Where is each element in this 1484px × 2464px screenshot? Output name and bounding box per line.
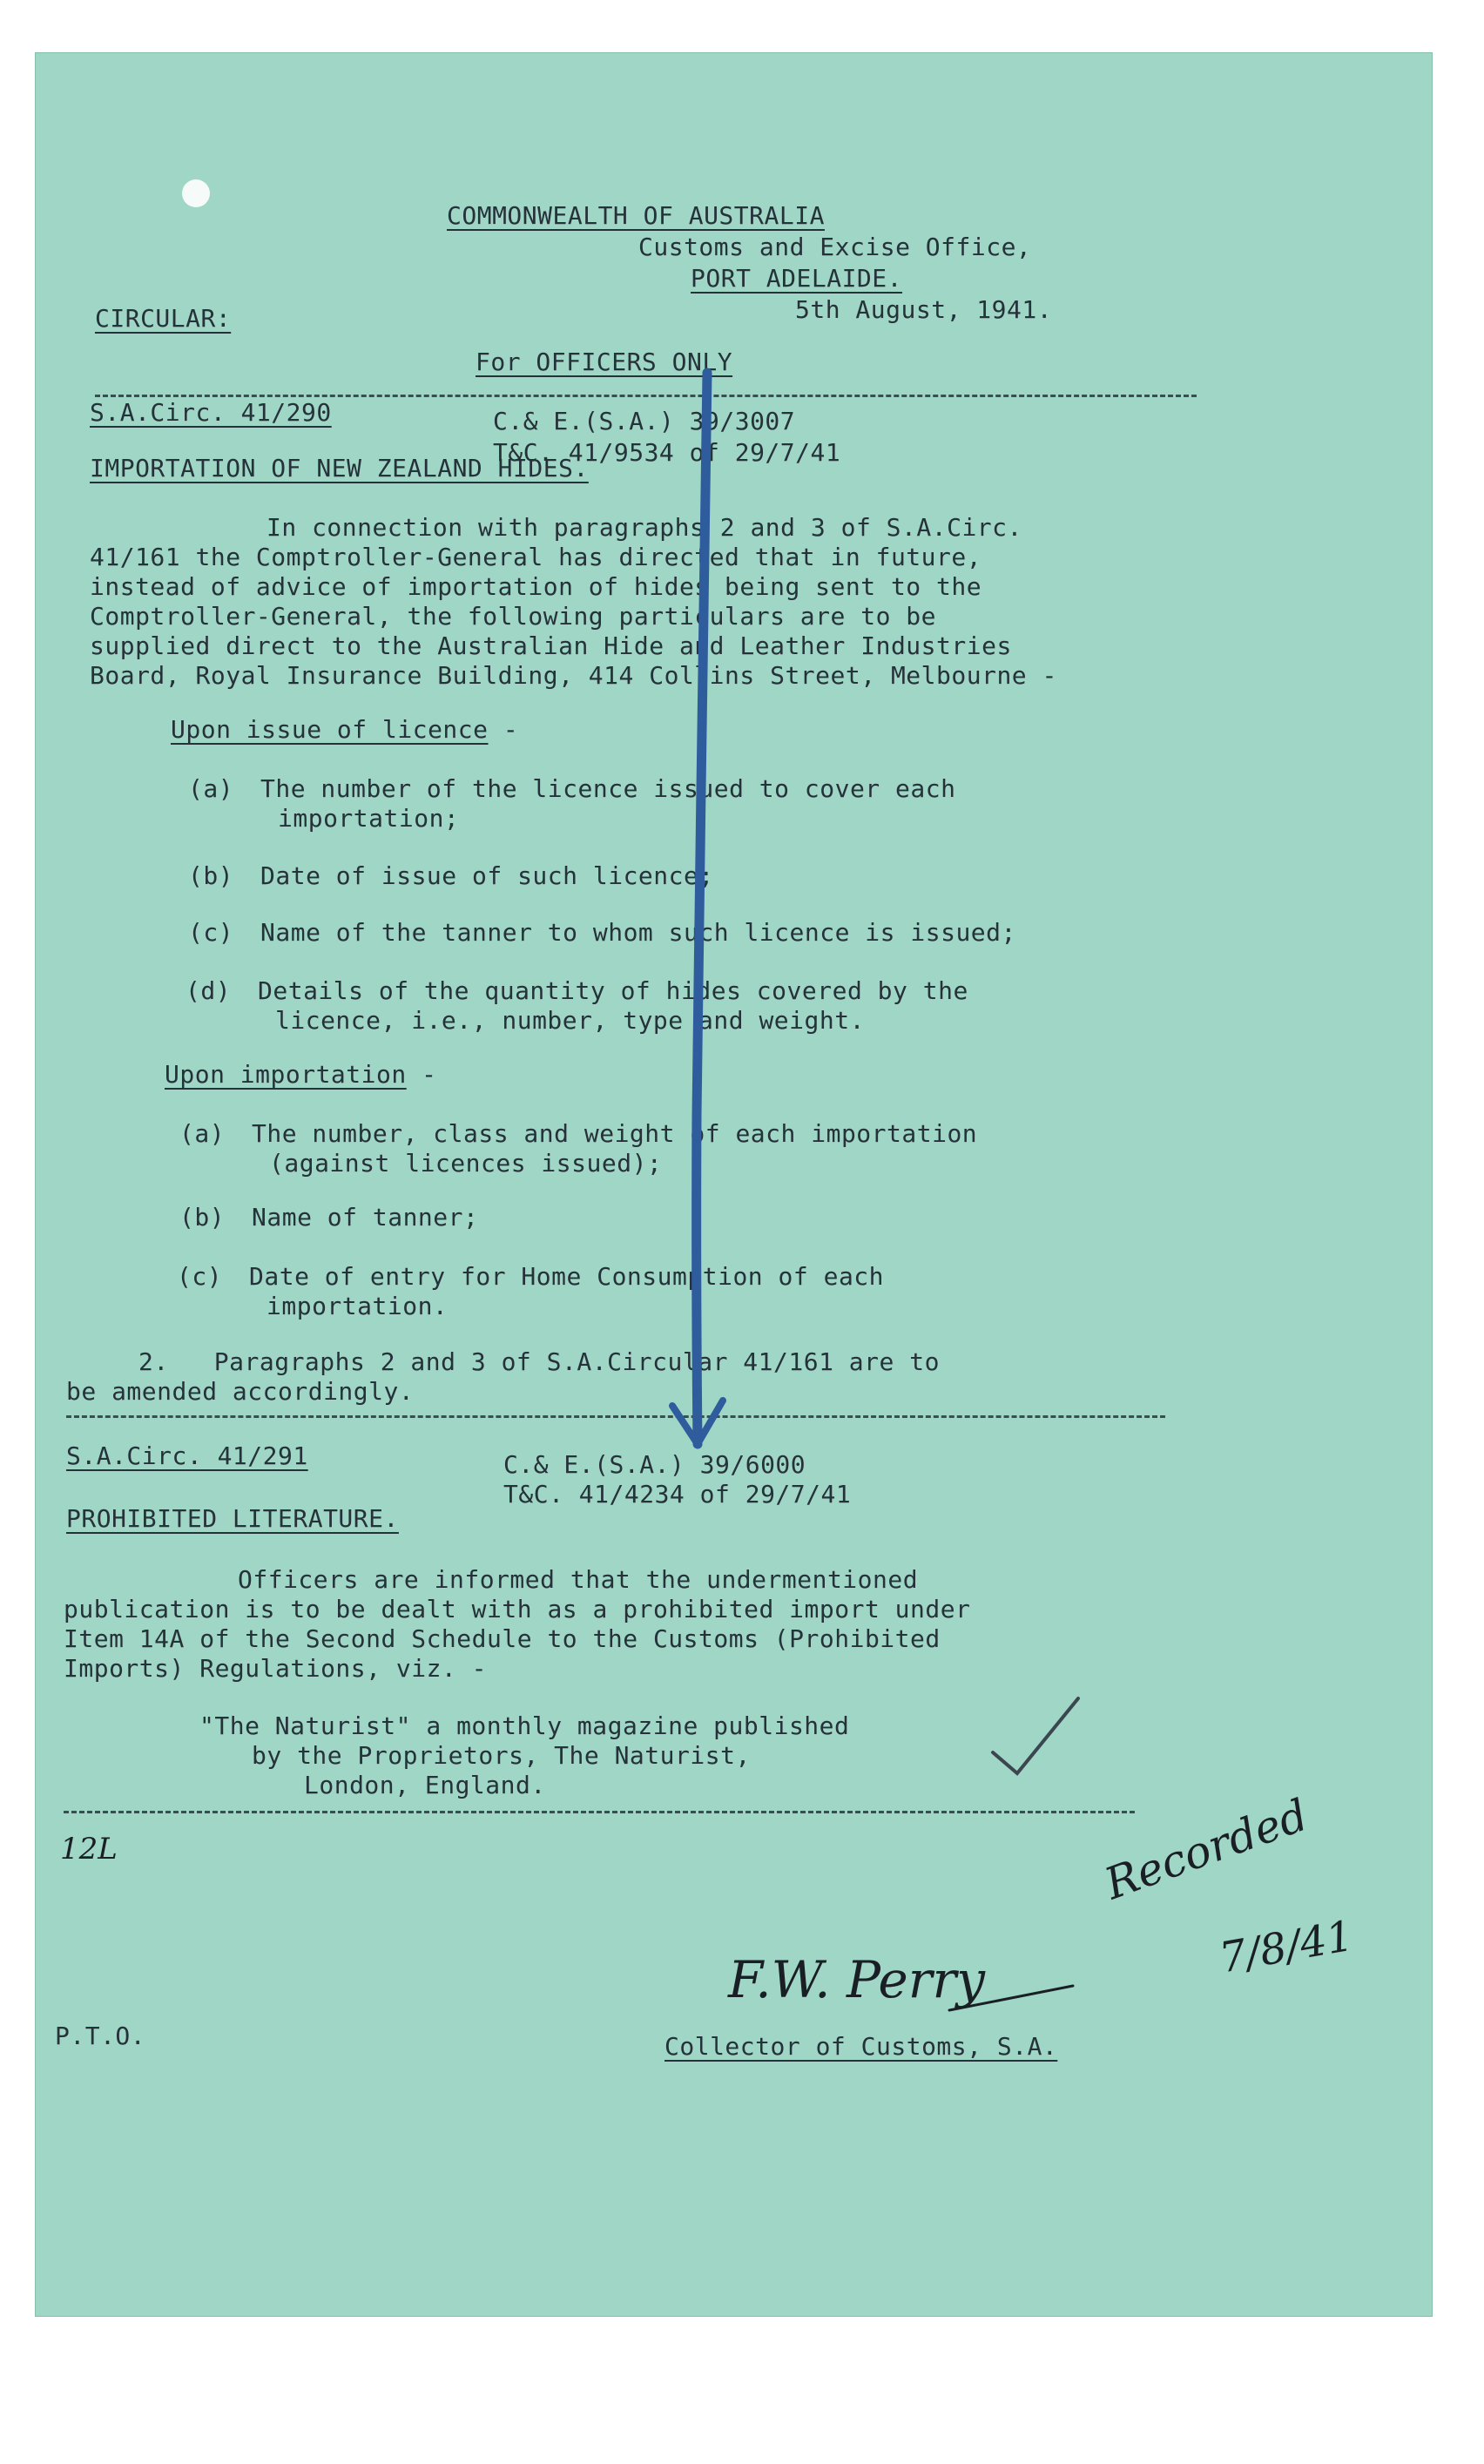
paragraph-line: instead of advice of importation of hides being sent to the <box>90 572 982 601</box>
list-label: (a) <box>188 774 234 803</box>
place-line: PORT ADELAIDE. <box>691 264 903 293</box>
licence-heading: Upon issue of licence - <box>171 715 519 744</box>
list-item-text: (against licences issued); <box>269 1149 663 1178</box>
paragraph-line: Imports) Regulations, viz. - <box>64 1654 488 1683</box>
recorded-annotation: Recorded <box>1098 1789 1315 1910</box>
list-label: (b) <box>179 1203 226 1232</box>
circular-number-2: S.A.Circ. 41/291 <box>66 1441 308 1470</box>
reference-2a: C.& E.(S.A.) 39/6000 <box>503 1450 806 1479</box>
paragraph-line: In connection with paragraphs 2 and 3 of S.A.Circ. <box>266 513 1022 542</box>
org-heading: COMMONWEALTH OF AUSTRALIA <box>447 201 825 230</box>
list-label: (a) <box>179 1119 226 1148</box>
paragraph-line: Comptroller-General, the following particulars are to be <box>90 602 937 631</box>
paragraph-2-line: be amended accordingly. <box>66 1377 415 1406</box>
paragraph-line: supplied direct to the Australian Hide and Leather Industries <box>90 631 1012 660</box>
date-line: 5th August, 1941. <box>795 295 1053 324</box>
office-line: Customs and Excise Office, <box>638 233 1032 261</box>
list-item-text: The number of the licence issued to cover each <box>260 774 956 803</box>
restriction-label: For OFFICERS ONLY <box>476 348 733 376</box>
signatory-title: Collector of Customs, S.A. <box>664 2032 1058 2061</box>
circular-label: CIRCULAR: <box>95 304 232 333</box>
list-label: (b) <box>188 861 234 890</box>
divider-bottom <box>64 1811 1135 1813</box>
pto-label: P.T.O. <box>55 2022 146 2050</box>
quoted-publication: by the Proprietors, The Naturist, <box>252 1741 751 1770</box>
reference-1b: T&C. 41/9534 of 29/7/41 <box>493 438 841 467</box>
list-label: (c) <box>177 1262 223 1291</box>
handwritten-initials: 12L <box>60 1832 118 1867</box>
list-item-text: The number, class and weight of each importation <box>252 1119 978 1148</box>
importation-heading: Upon importation - <box>165 1060 437 1089</box>
divider-middle <box>66 1415 1165 1418</box>
paragraph-line: publication is to be dealt with as a prohibited import under <box>64 1595 971 1624</box>
list-label: (c) <box>188 918 234 947</box>
list-item-text: licence, i.e., number, type and weight. <box>275 1006 865 1035</box>
paragraph-line: Board, Royal Insurance Building, 414 Collins Street, Melbourne - <box>90 661 1057 690</box>
paragraph-line: 41/161 the Comptroller-General has directed that in future, <box>90 543 982 571</box>
list-item-text: Date of issue of such licence; <box>260 861 714 890</box>
reference-1a: C.& E.(S.A.) 39/3007 <box>493 407 796 435</box>
section-title-1: IMPORTATION OF NEW ZEALAND HIDES. <box>90 454 589 483</box>
circular-number-1: S.A.Circ. 41/290 <box>90 398 332 427</box>
reference-2b: T&C. 41/4234 of 29/7/41 <box>503 1480 852 1509</box>
paragraph-line: Item 14A of the Second Schedule to the Customs (Prohibited <box>64 1624 941 1653</box>
quoted-publication: "The Naturist" a monthly magazine published <box>199 1711 850 1740</box>
annotation-date: 7/8/41 <box>1216 1911 1358 1983</box>
section-title-2: PROHIBITED LITERATURE. <box>66 1504 399 1533</box>
quoted-publication: London, England. <box>304 1771 546 1799</box>
divider-top <box>95 395 1197 397</box>
list-item-text: importation; <box>278 804 460 833</box>
list-item-text: Name of the tanner to whom such licence is issued; <box>260 918 1016 947</box>
document-page <box>35 52 1433 2317</box>
list-item-text: importation. <box>266 1292 449 1320</box>
paragraph-line: Officers are informed that the undermentioned <box>238 1565 919 1594</box>
paragraph-2-line: 2. Paragraphs 2 and 3 of S.A.Circular 41/161 are to <box>138 1347 940 1376</box>
signature: F.W. Perry <box>728 1950 985 2009</box>
list-item-text: Date of entry for Home Consumption of each <box>249 1262 885 1291</box>
list-label: (d) <box>186 976 232 1005</box>
list-item-text: Name of tanner; <box>252 1203 479 1232</box>
list-item-text: Details of the quantity of hides covered by the <box>258 976 968 1005</box>
